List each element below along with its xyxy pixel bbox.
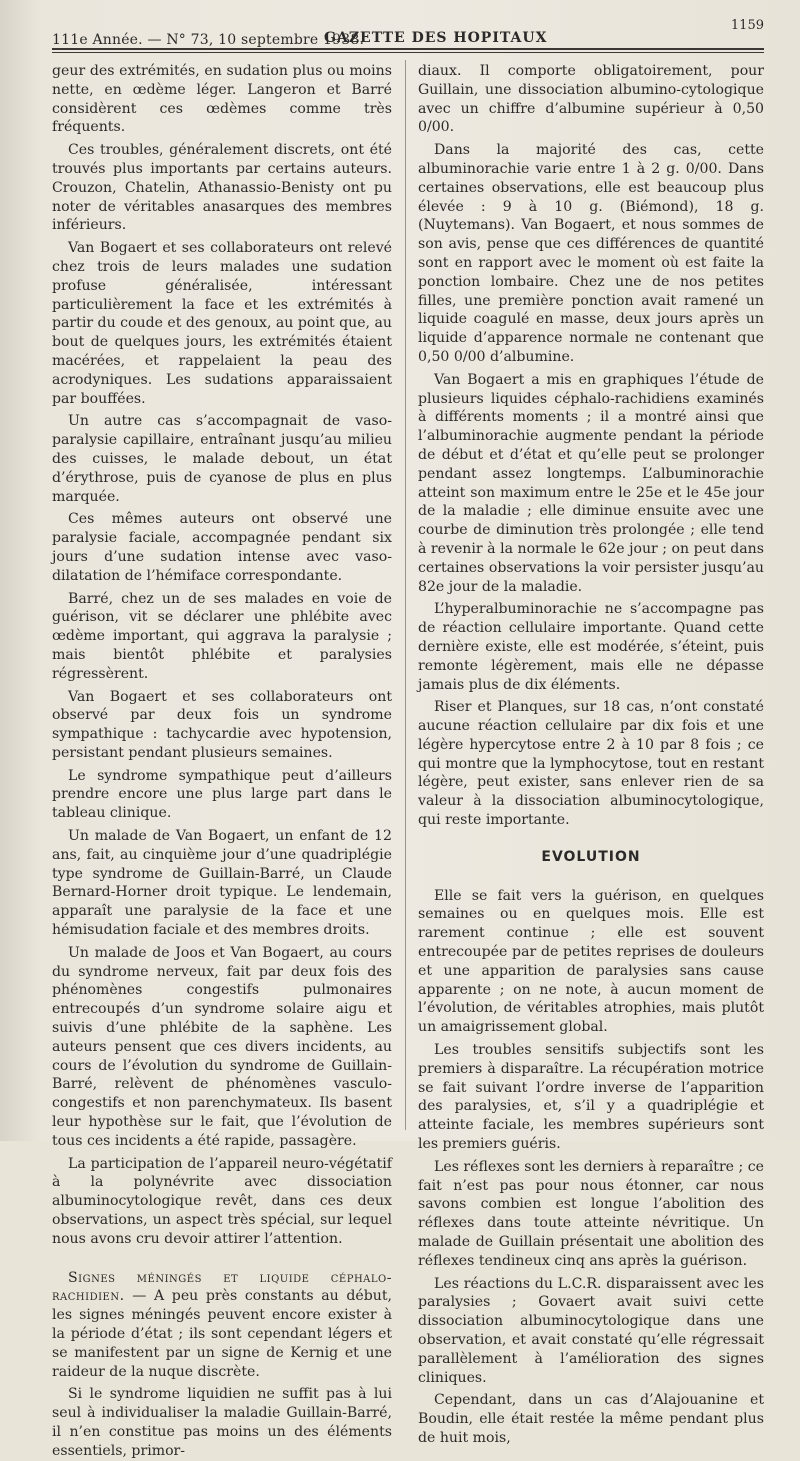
paragraph: Un malade de Van Bogaert, un enfant de 12 ans, fait, au cinquième jour d’une quadriplégie type syndrome de Guillain-Barré, un Claude Bernard-Horner droit typique. Le lendemain, apparaît une paralysie de la face et une hémisudation faciale et des membres droits.	[52, 828, 392, 939]
paragraph: Elle se fait vers la guérison, en quelques semaines ou en quelques mois. Elle est rarement continue ; elle est souvent entrecoupée par de petites reprises de douleurs et une apparition de paralysies sans cause apparente ; on ne note, à aucun moment de l’évolution, de véritables atrophies, mais plutôt un amaigrissement global.	[418, 887, 764, 1036]
paragraph: L’hyperalbuminorachie ne s’accompagne pas de réaction cellulaire importante. Quand cette dernière existe, elle est modérée, s’éteint, puis remonte légèrement, mais elle ne dépasse jamais plus de dix éléments.	[418, 601, 764, 693]
paragraph: Cependant, dans un cas d’Alajouanine et Boudin, elle était restée la même pendant plus de huit mois,	[418, 1392, 764, 1446]
page-number: 1159	[730, 18, 764, 33]
journal-title: GAZETTE DES HOPITAUX	[324, 30, 548, 46]
left-column	[52, 62, 392, 1461]
paragraph: Barré, chez un de ses malades en voie de guérison, vit se déclarer une phlébite avec œdème important, qui aggrava la paralysie ; mais bientôt phlébite et paralysies régressèrent.	[52, 590, 392, 682]
paragraph: diaux. Il comporte obligatoirement, pour Guillain, une dissociation albumino-cytologique avec un chiffre d’albumine supérieur à 0,50 0/00.	[418, 63, 764, 136]
paragraph: Les réactions du L.C.R. disparaissent avec les paralysies ; Govaert avait suivi cette dissociation albuminocytologique dans une observation, et avait constaté qu’elle régressait parallèlement à l’amélioration des signes cliniques.	[418, 1275, 764, 1386]
paragraph: Un malade de Joos et Van Bogaert, au cours du syndrome nerveux, fait par deux fois des phénomènes congestifs pulmonaires entrecoupés d’un syndrome solaire aigu et suivis d’une phlébite de la saphène. Les auteurs pensent que ces divers incidents, au cours de l’évolution du syndrome de Guillain-Barré, relèvent de phénomènes vasculo-congestifs et non parenchymateux. Ils basent leur hypothèse sur le fait, que l’évolution de tous ces incidents a été rapide, passagère.	[52, 944, 392, 1149]
paragraph: Les réflexes sont les derniers à reparaître ; ce fait n’est pas pour nous étonner, car nous savons combien est longue l’abolition des réflexes dans toute atteinte névritique. Un malade de Guillain présentait une abolition des réflexes tendineux cinq ans après la guérison.	[418, 1158, 764, 1269]
paragraph: La participation de l’appareil neuro-végétatif à la polynévrite avec dissociation albuminocytologique revêt, dans ces deux observations, un aspect très spécial, sur lequel nous avons cru devoir attirer l’attention.	[52, 1155, 392, 1247]
subsection-title: Signes méningés et liquide céphalo-rachidien.	[52, 1269, 392, 1305]
header-rule	[52, 48, 764, 50]
paragraph: Van Bogaert a mis en graphiques l’étude de plusieurs liquides céphalo-rachidiens examinés à différents moments ; il a montré ainsi que l’albuminorachie augmente pendant la période de début et d’état et qu’elle peut se prolonger pendant assez longtemps. L’albuminorachie atteint son maximum entre le 25e et le 45e jour de la maladie ; elle diminue ensuite avec une courbe de diminution très prolongée ; elle tend à revenir à la normale le 62e jour ; on peut dans certaines observations la voir persister jusqu’au 82e jour de la maladie.	[418, 371, 764, 595]
subsection-text: — A peu près constants au début, les signes méningés peuvent encore exister à la période d’état ; ils sont cependant légers et se manifestent par un signe de Kernig et une raideur de la nuque discrète.	[52, 1288, 392, 1380]
section-title-evolution: EVOLUTION	[541, 848, 641, 865]
right-column	[418, 62, 764, 1448]
page-header	[52, 14, 764, 48]
header-rule-thin	[52, 52, 764, 53]
paragraph: Les troubles sensitifs subjectifs sont les premiers à disparaître. La récupération motrice se fait suivant l’ordre inverse de l’apparition des paralysies, et, s’il y a quadriplégie et atteinte faciale, les membres supérieurs sont les premiers guéris.	[418, 1042, 764, 1153]
paragraph: Le syndrome sympathique peut d’ailleurs prendre encore une plus large part dans le tableau clinique.	[52, 767, 392, 822]
issue-line: 111e Année. — N° 73, 10 septembre 1938.	[52, 32, 365, 48]
column-divider	[405, 60, 406, 1130]
paragraph: Ces mêmes auteurs ont observé une paralysie faciale, accompagnée pendant six jours d’une sudation intense avec vaso-dilatation de l’hémiface correspondante.	[52, 511, 392, 584]
paragraph: geur des extrémités, en sudation plus ou moins nette, en œdème léger. Langeron et Barré considèrent ces œdèmes comme très fréquents.	[52, 63, 392, 136]
paragraph: Riser et Planques, sur 18 cas, n’ont constaté aucune réaction cellulaire par dix fois et une légère hypercytose entre 2 à 10 par 8 fois ; ce qui montre que la lymphocytose, tout en restant légère, peut exister, sans enlever rien de sa valeur à la dissociation albuminocytologique, qui reste importante.	[418, 699, 764, 829]
paragraph: Ces troubles, généralement discrets, ont été trouvés plus importants par certains auteurs. Crouzon, Chatelin, Athanassio-Benisty ont pu noter de véritables anasarques des membres inférieurs.	[52, 142, 392, 234]
paragraph: Van Bogaert et ses collaborateurs ont observé par deux fois un syndrome sympathique : tachycardie avec hypotension, persistant pendant plusieurs semaines.	[52, 688, 392, 761]
paragraph: Van Bogaert et ses collaborateurs ont relevé chez trois de leurs malades une sudation profuse généralisée, intéressant particulièrement la face et les extrémités à partir du coude et des genoux, au point que, au bout de quelques jours, les extrémités étaient macérées, et rappelaient la peau des acrodyniques. Les sudations apparaissaient par bouffées.	[52, 240, 392, 407]
paragraph: Si le syndrome liquidien ne suffit pas à lui seul à individualiser la maladie Guillain-Barré, il n’en constitue pas moins un des éléments essentiels, primor-	[52, 1386, 392, 1459]
paragraph: Dans la majorité des cas, cette albuminorachie varie entre 1 à 2 g. 0/00. Dans certaines observations, elle est beaucoup plus élevée : 9 à 10 g. (Biémond), 18 g. (Nuytemans). Van Bogaert, et nous sommes de son avis, pense que ces différences de quantité sont en rapport avec le moment où est faite la ponction lombaire. Chez une de nos petites filles, une première ponction avait ramené un liquide coagulé en masse, deux jours après un liquide d’apparence normale ne contenant que 0,50 0/00 d’albumine.	[418, 142, 764, 365]
subsection-paragraph	[52, 1269, 392, 1382]
paragraph: Un autre cas s’accompagnait de vaso-paralysie capillaire, entraînant jusqu’au milieu des cuisses, le malade debout, un état d’érythrose, puis de cyanose de plus en plus marquée.	[52, 413, 392, 505]
